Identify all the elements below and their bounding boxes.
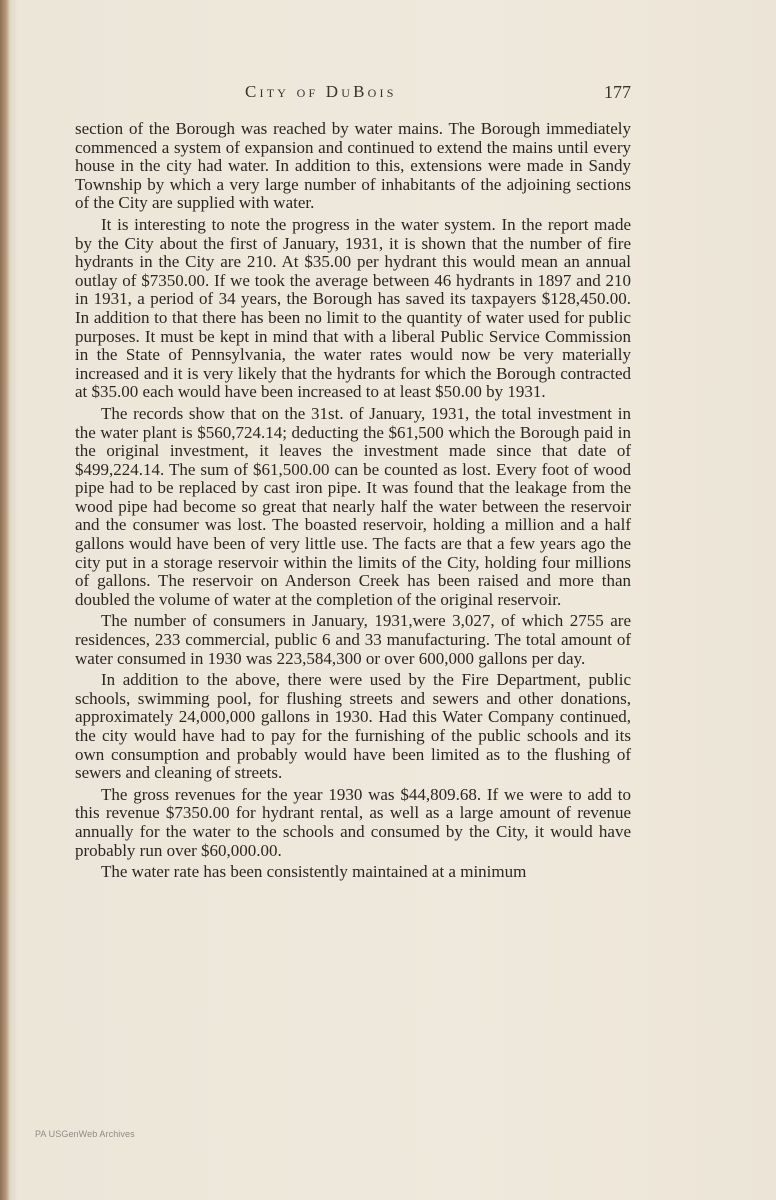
- paragraph: The number of consumers in January, 1931,were 3,027, of which 2755 are residences, 233 commercial, public 6 and 33 manufacturing. The total amount of water consumed in 1930 was 223,584,300 or over 600,000 gallons per day.: [75, 611, 631, 668]
- page-header: [75, 82, 631, 108]
- paragraph: The gross revenues for the year 1930 was $44,809.68. If we were to add to this revenue $7350.00 for hydrant rental, as well as a large amount of revenue annually for the water to the schools and consumed by the City, it would have probably run over $60,000.00.: [75, 784, 631, 860]
- body-text: [75, 120, 631, 885]
- running-head: City of DuBois: [245, 82, 397, 101]
- paragraph: It is interesting to note the progress in the water system. In the report made by the City about the first of January, 1931, it is shown that the number of fire hydrants in the City are 210. At $35.00 per hydrant this would mean an annual outlay of $7350.00. If we took the average between 46 hydrants in 1897 and 210 in 1931, a period of 34 years, the Borough has saved its taxpayers $128,450.00. In addition to that there has been no limit to the quantity of water used for public purposes. It must be kept in mind that with a liberal Public Service Commission in the State of Pennsylvania, the water rates would now be very materially increased and it is very likely that the hydrants for which the Borough contracted at $35.00 each would have been increased to at least $50.00 by 1931.: [75, 214, 631, 402]
- paragraph: In addition to the above, there were used by the Fire Department, public schools, swimming pool, for flushing streets and sewers and other donations, approximately 24,000,000 gallons in 1930. Had this Water Company continued, the city would have had to pay for the furnishing of the public schools and its own consumption and probably would have been limited as to the flushing of sewers and cleaning of streets.: [75, 670, 631, 783]
- page-number: 177: [604, 82, 631, 102]
- paragraph: The records show that on the 31st. of January, 1931, the total investment in the water plant is $560,724.14; deducting the $61,500 which the Borough paid in the original investment, it leaves the investment made since that date of $499,224.14. The sum of $61,500.00 can be counted as lost. Every foot of wood pipe had to be replaced by cast iron pipe. It was found that the leakage from the wood pipe had become so great that nearly half the water between the reservoir and the consumer was lost. The boasted reservoir, holding a million and a half gallons would have been of very little use. The facts are that a few years ago the city put in a storage reservoir within the limits of the City, holding four millions of gallons. The reservoir on Anderson Creek has been raised and more than doubled the volume of water at the completion of the original reservoir.: [75, 403, 631, 609]
- paragraph: section of the Borough was reached by water mains. The Borough immediately commenced a system of expansion and continued to extend the mains until every house in the city had water. In addition to this, extensions were made in Sandy Township by which a very large number of inhabitants of the adjoining sections of the City are supplied with water.: [75, 119, 631, 213]
- paragraph: The water rate has been consistently maintained at a minimum: [101, 862, 527, 882]
- archive-watermark: PA USGenWeb Archives: [35, 1129, 135, 1139]
- book-spine-shadow: [0, 0, 10, 1200]
